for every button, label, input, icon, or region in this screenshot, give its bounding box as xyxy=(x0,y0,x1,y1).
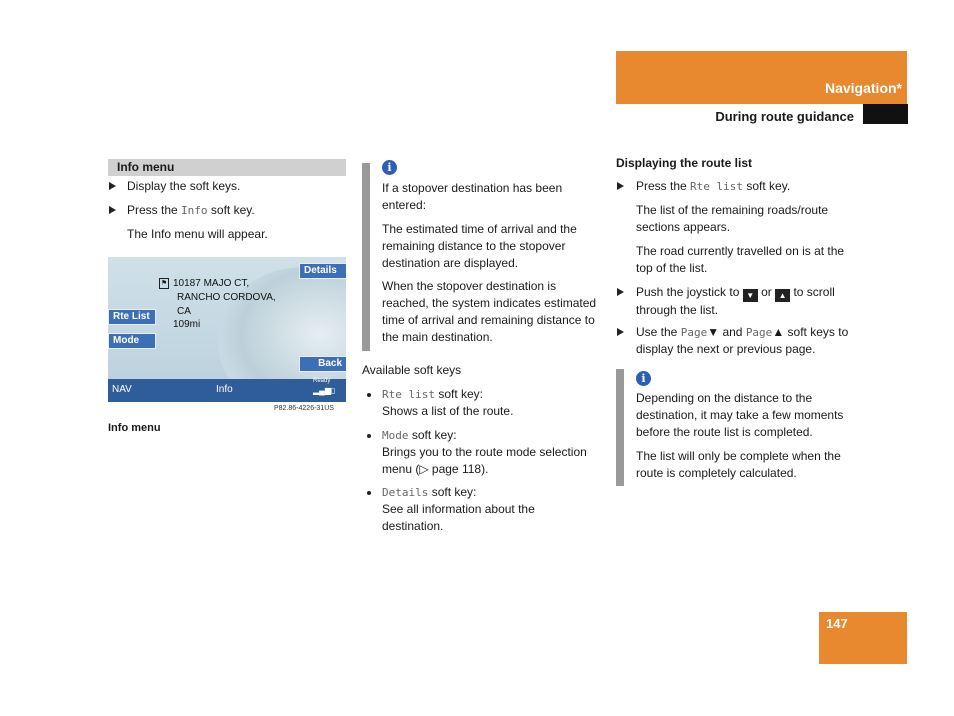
image-caption: Info menu xyxy=(108,422,161,434)
info-softkey-label: Info xyxy=(181,204,208,217)
bullet-dot xyxy=(367,434,371,438)
page-up-key: Page xyxy=(745,326,773,339)
info-menu-screen xyxy=(108,257,346,402)
note-sidebar xyxy=(616,369,624,486)
step-press-rte-list: Press the Rte list soft key. xyxy=(636,179,791,193)
destination-flag-icon: ⚑ xyxy=(160,280,168,287)
rte-list-softkey-label: Rte list xyxy=(690,180,744,193)
bullet-arrow-icon xyxy=(109,182,116,190)
image-code: P82.86-4226-31US xyxy=(274,405,334,412)
route-list-heading: Displaying the route list xyxy=(616,156,753,170)
status-nav: NAV xyxy=(112,384,132,395)
distance-readout: 109mi xyxy=(173,319,201,330)
mode-key: Mode xyxy=(382,429,409,442)
softkey-rte-list-item: Rte list soft key: Shows a list of the route. xyxy=(382,387,514,418)
status-bar xyxy=(108,379,346,402)
joystick-up-icon: ▲ xyxy=(775,289,790,302)
details-softkey[interactable]: Details xyxy=(299,263,346,279)
bullet-dot xyxy=(367,393,371,397)
back-softkey[interactable]: Back xyxy=(299,356,346,372)
mode-softkey[interactable]: Mode xyxy=(108,333,156,349)
note-route-list-complete: The list will only be complete when the route is completely calculated. xyxy=(636,449,841,480)
address-line-1: 10187 MAJO CT, xyxy=(173,278,250,289)
step-display-softkeys: Display the soft keys. xyxy=(127,179,241,193)
rte-list-softkey[interactable]: Rte List xyxy=(108,309,156,325)
bullet-arrow-icon xyxy=(617,288,624,296)
bullet-arrow-icon xyxy=(109,206,116,214)
status-info: Info xyxy=(216,384,233,395)
rte-list-key: Rte list xyxy=(382,388,435,401)
route-list-current-road: The road currently travelled on is at the top of the list. xyxy=(636,244,845,275)
step-press-info: Press the Info soft key. xyxy=(127,203,255,217)
chapter-title: Navigation* xyxy=(824,80,902,96)
section-title-bar xyxy=(108,159,346,176)
step-page-softkeys: Use the Page▼ and Page▲ soft keys to display the next or previous page. xyxy=(636,325,849,356)
section-subtitle: During route guidance xyxy=(715,109,854,124)
bullet-dot xyxy=(367,491,371,495)
route-list-result: The list of the remaining roads/route sections appears. xyxy=(636,203,829,234)
page-down-key: Page xyxy=(680,326,708,339)
address-line-3: CA xyxy=(177,306,191,317)
softkey-details-item: Details soft key: See all information about the destination. xyxy=(382,485,535,533)
step-result: The Info menu will appear. xyxy=(127,227,268,241)
note-sidebar xyxy=(362,163,370,351)
page-down-icon: ▼ xyxy=(707,325,720,339)
joystick-down-icon: ▼ xyxy=(743,289,758,302)
signal-strength-icon: ▂▄▆▯ xyxy=(313,386,336,395)
info-icon: i xyxy=(382,160,397,175)
note-stopover-eta: The estimated time of arrival and the remaining distance to the stopover destination are displayed. xyxy=(382,222,577,270)
header-band xyxy=(616,51,907,104)
note-stopover-reached: When the stopover destination is reached, the system indicates estimated time of arrival and remaining distance to the main destination. xyxy=(382,279,597,344)
status-ready: Ready xyxy=(313,378,331,384)
page-number: 147 xyxy=(826,616,848,631)
step-joystick-scroll: Push the joystick to ▼ or ▲ to scroll through the list. xyxy=(636,285,835,317)
bullet-arrow-icon xyxy=(617,328,624,336)
softkey-mode-item: Mode soft key: Brings you to the route mode selection menu (▷ page 118). xyxy=(382,428,587,476)
section-title: Info menu xyxy=(117,160,175,174)
note-route-list-delay: Depending on the distance to the destination, it may take a few moments before the route list is completed. xyxy=(636,391,844,439)
details-key: Details xyxy=(382,486,429,499)
bullet-arrow-icon xyxy=(617,182,624,190)
section-marker xyxy=(863,104,908,124)
info-icon: i xyxy=(636,371,651,386)
note-stopover-intro: If a stopover destination has been entered: xyxy=(382,181,563,212)
page-up-icon: ▲ xyxy=(772,325,785,339)
address-line-2: RANCHO CORDOVA, xyxy=(177,292,276,303)
available-softkeys-label: Available soft keys xyxy=(362,363,462,377)
